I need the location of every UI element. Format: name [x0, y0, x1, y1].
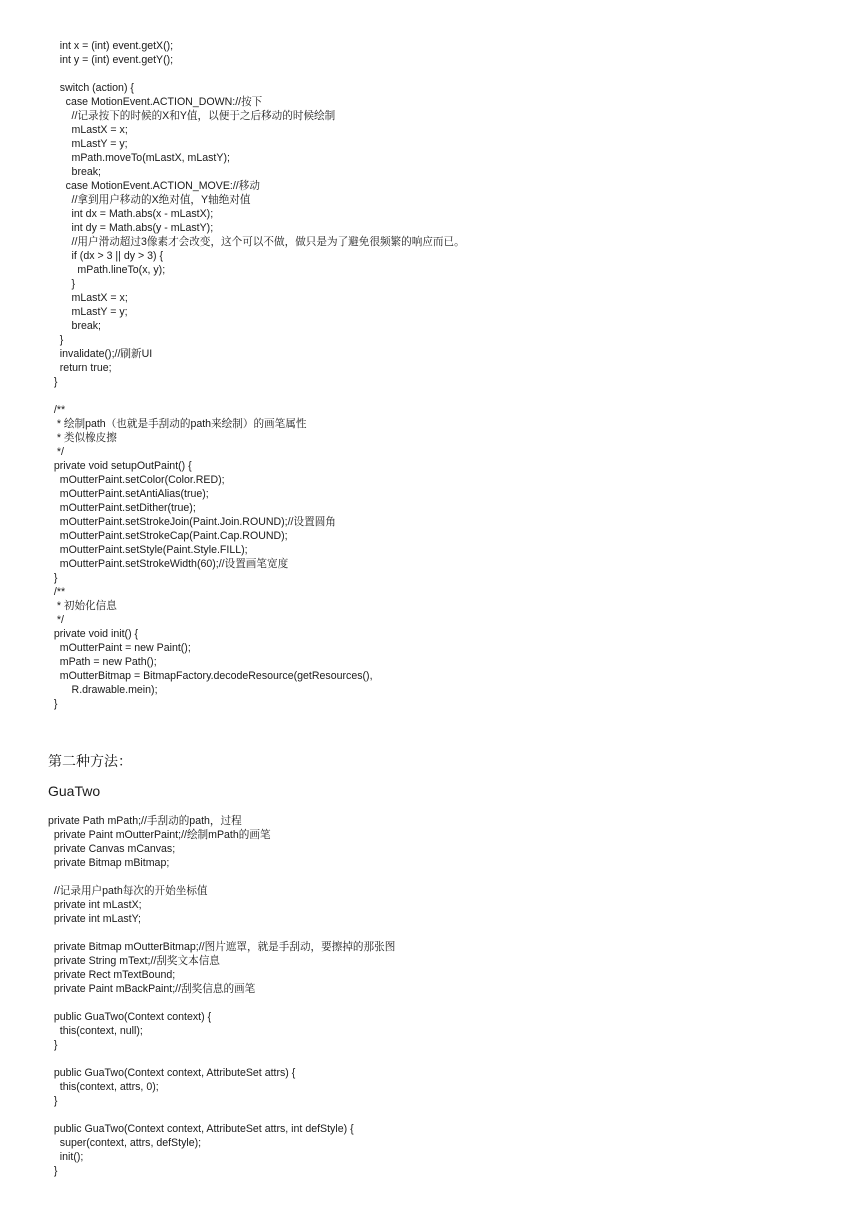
code-line: private Bitmap mBitmap; — [48, 857, 170, 869]
code-line: mPath.lineTo(x, y); — [48, 264, 166, 276]
code-line: mLastY = y; — [48, 306, 128, 318]
code-line: mOutterPaint.setStrokeJoin(Paint.Join.ROUND);//设置圆角 — [48, 516, 336, 528]
code-line: //记录用户path每次的开始坐标值 — [48, 885, 208, 897]
code-line: private Paint mOutterPaint;//绘制mPath的画笔 — [48, 829, 271, 841]
code-line: private Canvas mCanvas; — [48, 843, 176, 855]
code-line: int x = (int) event.getX(); — [48, 40, 174, 52]
code-line: } — [48, 572, 58, 584]
code-line: mOutterPaint.setStrokeCap(Paint.Cap.ROUND); — [48, 530, 288, 542]
code-line: private int mLastY; — [48, 913, 141, 925]
code-line: mLastY = y; — [48, 138, 128, 150]
code-line: R.drawable.mein); — [48, 684, 158, 696]
code-line: this(context, attrs, 0); — [48, 1081, 159, 1093]
code-line: mPath = new Path(); — [48, 656, 157, 668]
code-line: mOutterBitmap = BitmapFactory.decodeResource(getResources(), — [48, 670, 373, 682]
code-line: break; — [48, 320, 101, 332]
code-line: int dx = Math.abs(x - mLastX); — [48, 208, 214, 220]
code-line: mOutterPaint.setStrokeWidth(60);//设置画笔宽度 — [48, 558, 289, 570]
code-line: invalidate();//刷新UI — [48, 348, 153, 360]
code-line: //拿到用户移动的X绝对值，Y轴绝对值 — [48, 194, 251, 206]
code-line: private void init() { — [48, 628, 139, 640]
code-line: } — [48, 334, 64, 346]
code-line: mPath.moveTo(mLastX, mLastY); — [48, 152, 230, 164]
code-line: * 初始化信息 — [48, 600, 117, 612]
code-line: private Bitmap mOutterBitmap;//图片遮罩，就是手刮动，要擦掉的那张图 — [48, 941, 396, 953]
code-line: break; — [48, 166, 101, 178]
code-line: switch (action) { — [48, 82, 134, 94]
code-line: } — [48, 698, 58, 710]
code-line: mOutterPaint.setColor(Color.RED); — [48, 474, 225, 486]
code-line: mOutterPaint.setDither(true); — [48, 502, 196, 514]
section-heading-second-method: 第二种方法： — [48, 753, 132, 769]
code-line: } — [48, 1165, 58, 1177]
code-line: case MotionEvent.ACTION_DOWN://按下 — [48, 96, 263, 108]
code-line: init(); — [48, 1151, 84, 1163]
code-line: private int mLastX; — [48, 899, 142, 911]
code-line: /** — [48, 586, 66, 598]
code-line: private Paint mBackPaint;//刮奖信息的画笔 — [48, 983, 256, 995]
code-line: //用户滑动超过3像素才会改变，这个可以不做，做只是为了避免很频繁的响应而已。 — [48, 236, 465, 248]
code-line: return true; — [48, 362, 112, 374]
code-line: * 绘制path（也就是手刮动的path来绘制）的画笔属性 — [48, 418, 307, 430]
code-line: } — [48, 376, 58, 388]
code-line: int dy = Math.abs(y - mLastY); — [48, 222, 214, 234]
code-line: mLastX = x; — [48, 124, 128, 136]
code-line: mOutterPaint = new Paint(); — [48, 642, 191, 654]
code-line: private String mText;//刮奖文本信息 — [48, 955, 220, 967]
code-line: mLastX = x; — [48, 292, 128, 304]
code-line: int y = (int) event.getY(); — [48, 54, 174, 66]
code-line: if (dx > 3 || dy > 3) { — [48, 250, 164, 262]
code-line: /** — [48, 404, 66, 416]
class-name-heading: GuaTwo — [48, 783, 101, 799]
code-line: this(context, null); — [48, 1025, 143, 1037]
code-line: */ — [48, 614, 64, 626]
code-line: mOutterPaint.setStyle(Paint.Style.FILL); — [48, 544, 248, 556]
code-line: } — [48, 1039, 58, 1051]
code-line: private void setupOutPaint() { — [48, 460, 192, 472]
code-line: public GuaTwo(Context context, AttributeSet attrs) { — [48, 1067, 296, 1079]
code-line: private Path mPath;//手刮动的path，过程 — [48, 815, 242, 827]
code-line: */ — [48, 446, 64, 458]
code-line: case MotionEvent.ACTION_MOVE://移动 — [48, 180, 260, 192]
code-line: public GuaTwo(Context context) { — [48, 1011, 212, 1023]
code-line: * 类似橡皮擦 — [48, 432, 117, 444]
code-line: public GuaTwo(Context context, AttributeSet attrs, int defStyle) { — [48, 1123, 354, 1135]
code-line: mOutterPaint.setAntiAlias(true); — [48, 488, 209, 500]
code-line: super(context, attrs, defStyle); — [48, 1137, 202, 1149]
code-line: } — [48, 278, 76, 290]
code-line: } — [48, 1095, 58, 1107]
code-line: private Rect mTextBound; — [48, 969, 176, 981]
code-line: //记录按下的时候的X和Y值，以便于之后移动的时候绘制 — [48, 110, 336, 122]
